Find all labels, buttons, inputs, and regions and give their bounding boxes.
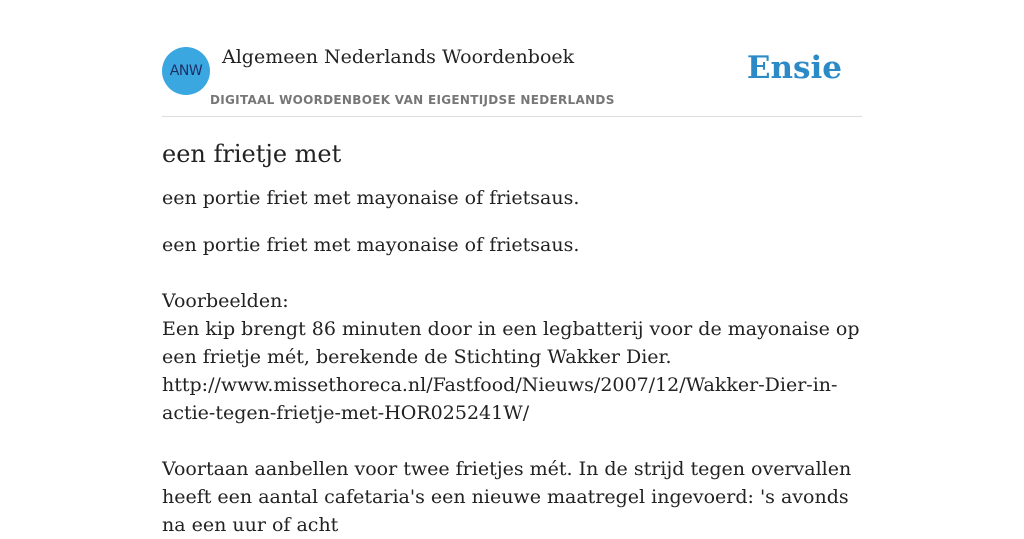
spacer [162, 427, 864, 455]
site-title[interactable]: Algemeen Nederlands Woordenboek [222, 46, 575, 68]
spacer [162, 259, 864, 287]
examples-label: Voorbeelden: [162, 290, 289, 312]
site-subtitle: DIGITAAL WOORDENBOEK VAN EIGENTIJDSE NEDERLANDS [210, 93, 615, 107]
ensie-brand-logo[interactable]: Ensie [746, 50, 842, 86]
example-source: http://www.missethoreca.nl/Fastfood/Nieuws/2007/12/Wakker-Dier-in-actie-tegen-frietje-met-HOR025241W/ [162, 374, 838, 424]
entry-headword: een frietje met [162, 140, 342, 168]
entry-content [162, 138, 864, 539]
entry-body [162, 231, 864, 539]
anw-logo[interactable]: ANW [162, 47, 210, 95]
entry-definition: een portie friet met mayonaise of frietsaus. [162, 234, 580, 256]
example-text: Voortaan aanbellen voor twee frietjes mét. In de strijd tegen overvallen heeft een aantal cafetaria's een nieuwe maatregel ingevoerd: 's avonds na een uur of acht [162, 458, 852, 536]
example-text: Een kip brengt 86 minuten door in een legbatterij voor de mayonaise op een frietje mét, berekende de Stichting Wakker Dier. [162, 318, 860, 368]
site-header [162, 46, 862, 117]
entry-short-definition: een portie friet met mayonaise of frietsaus. [162, 187, 580, 209]
